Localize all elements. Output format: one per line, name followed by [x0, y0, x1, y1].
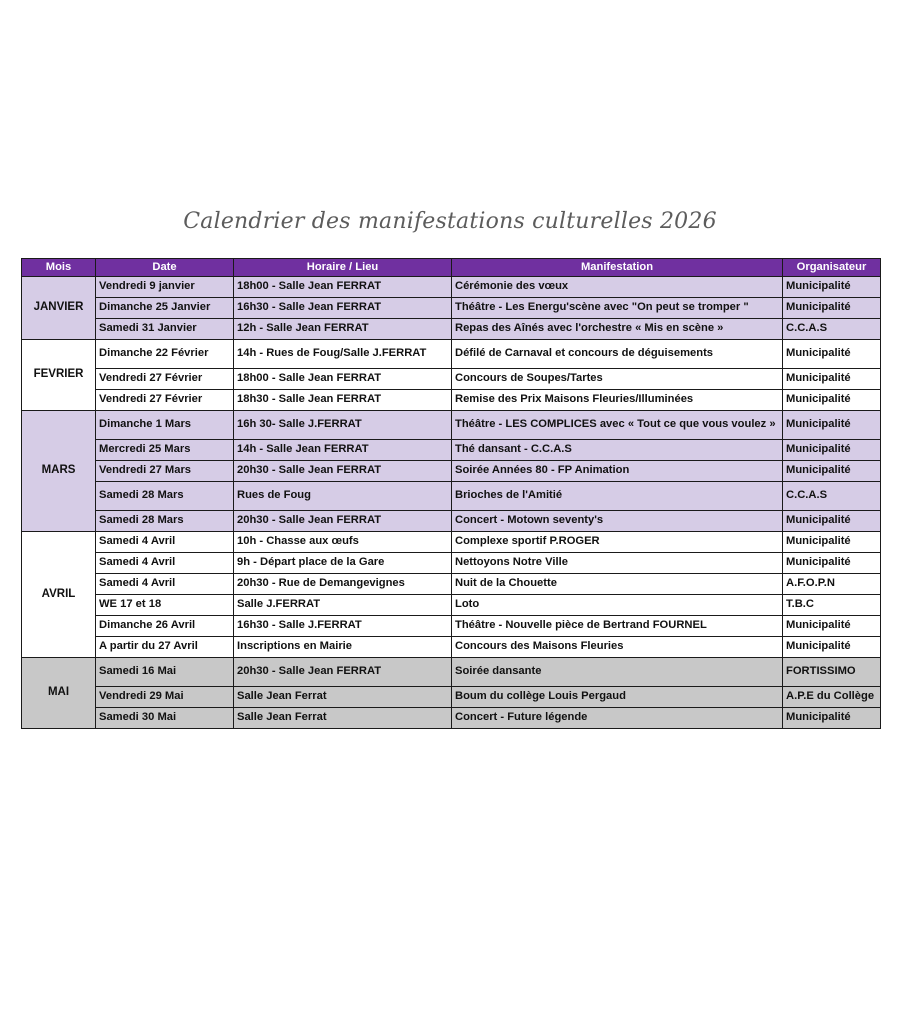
table-row [22, 616, 881, 637]
event-date: Vendredi 27 Février [96, 369, 234, 390]
event-horaire: 20h30 - Rue de Demangevignes [234, 574, 452, 595]
event-organisateur: Municipalité [783, 708, 881, 729]
event-date: Samedi 4 Avril [96, 553, 234, 574]
event-date: Samedi 4 Avril [96, 532, 234, 553]
event-organisateur: Municipalité [783, 511, 881, 532]
header-manifestation: Manifestation [452, 259, 783, 277]
event-manifestation: Théâtre - Nouvelle pièce de Bertrand FOURNEL [452, 616, 783, 637]
event-date: Vendredi 27 Mars [96, 461, 234, 482]
table-row [22, 411, 881, 440]
event-organisateur: C.C.A.S [783, 482, 881, 511]
event-horaire: 18h00 - Salle Jean FERRAT [234, 369, 452, 390]
header-organisateur: Organisateur [783, 259, 881, 277]
event-horaire: Salle Jean Ferrat [234, 708, 452, 729]
event-date: WE 17 et 18 [96, 595, 234, 616]
event-date: Dimanche 1 Mars [96, 411, 234, 440]
table-row [22, 440, 881, 461]
event-horaire: 20h30 - Salle Jean FERRAT [234, 511, 452, 532]
table-row [22, 637, 881, 658]
event-manifestation: Nettoyons Notre Ville [452, 553, 783, 574]
event-manifestation: Repas des Aînés avec l'orchestre « Mis en scène » [452, 319, 783, 340]
event-date: Dimanche 25 Janvier [96, 298, 234, 319]
event-date: Vendredi 29 Mai [96, 687, 234, 708]
table-row [22, 595, 881, 616]
table-row [22, 553, 881, 574]
table-row [22, 298, 881, 319]
month-cell-avril: AVRIL [22, 532, 96, 658]
event-date: A partir du 27 Avril [96, 637, 234, 658]
table-row [22, 319, 881, 340]
month-cell-mai: MAI [22, 658, 96, 729]
event-manifestation: Théâtre - LES COMPLICES avec « Tout ce que vous voulez » [452, 411, 783, 440]
event-manifestation: Nuit de la Chouette [452, 574, 783, 595]
event-manifestation: Cérémonie des vœux [452, 277, 783, 298]
event-horaire: 14h - Rues de Foug/Salle J.FERRAT [234, 340, 452, 369]
event-horaire: Rues de Foug [234, 482, 452, 511]
header-mois: Mois [22, 259, 96, 277]
event-organisateur: Municipalité [783, 461, 881, 482]
event-horaire: 20h30 - Salle Jean FERRAT [234, 461, 452, 482]
event-date: Mercredi 25 Mars [96, 440, 234, 461]
table-row [22, 532, 881, 553]
table-row [22, 277, 881, 298]
table-row [22, 461, 881, 482]
event-manifestation: Défilé de Carnaval et concours de déguisements [452, 340, 783, 369]
event-horaire: 16h30 - Salle Jean FERRAT [234, 298, 452, 319]
events-calendar-table [21, 258, 881, 729]
event-organisateur: Municipalité [783, 440, 881, 461]
table-row [22, 482, 881, 511]
event-organisateur: A.F.O.P.N [783, 574, 881, 595]
event-horaire: 10h - Chasse aux œufs [234, 532, 452, 553]
event-horaire: 20h30 - Salle Jean FERRAT [234, 658, 452, 687]
event-manifestation: Concours des Maisons Fleuries [452, 637, 783, 658]
event-horaire: 16h30 - Salle J.FERRAT [234, 616, 452, 637]
event-date: Dimanche 26 Avril [96, 616, 234, 637]
event-organisateur: Municipalité [783, 369, 881, 390]
event-date: Samedi 16 Mai [96, 658, 234, 687]
event-date: Vendredi 27 Février [96, 390, 234, 411]
header-date: Date [96, 259, 234, 277]
event-organisateur: Municipalité [783, 411, 881, 440]
event-organisateur: FORTISSIMO [783, 658, 881, 687]
event-manifestation: Complexe sportif P.ROGER [452, 532, 783, 553]
event-horaire: Salle J.FERRAT [234, 595, 452, 616]
event-organisateur: Municipalité [783, 553, 881, 574]
event-date: Samedi 31 Janvier [96, 319, 234, 340]
event-organisateur: Municipalité [783, 277, 881, 298]
table-row [22, 511, 881, 532]
event-date: Samedi 30 Mai [96, 708, 234, 729]
month-cell-janvier: JANVIER [22, 277, 96, 340]
event-horaire: 18h30 - Salle Jean FERRAT [234, 390, 452, 411]
event-organisateur: Municipalité [783, 298, 881, 319]
table-row [22, 687, 881, 708]
event-horaire: 14h - Salle Jean FERRAT [234, 440, 452, 461]
table-row [22, 708, 881, 729]
event-horaire: Salle Jean Ferrat [234, 687, 452, 708]
event-date: Samedi 28 Mars [96, 511, 234, 532]
event-manifestation: Théâtre - Les Energu'scène avec "On peut se tromper " [452, 298, 783, 319]
table-header-row [22, 259, 881, 277]
event-organisateur: Municipalité [783, 390, 881, 411]
event-manifestation: Boum du collège Louis Pergaud [452, 687, 783, 708]
event-organisateur: C.C.A.S [783, 319, 881, 340]
event-manifestation: Concours de Soupes/Tartes [452, 369, 783, 390]
event-organisateur: Municipalité [783, 637, 881, 658]
event-manifestation: Concert - Future légende [452, 708, 783, 729]
event-horaire: Inscriptions en Mairie [234, 637, 452, 658]
event-organisateur: Municipalité [783, 532, 881, 553]
table-row [22, 369, 881, 390]
event-organisateur: T.B.C [783, 595, 881, 616]
event-date: Samedi 4 Avril [96, 574, 234, 595]
event-manifestation: Remise des Prix Maisons Fleuries/Illuminées [452, 390, 783, 411]
event-date: Samedi 28 Mars [96, 482, 234, 511]
event-manifestation: Concert - Motown seventy's [452, 511, 783, 532]
event-horaire: 16h 30- Salle J.FERRAT [234, 411, 452, 440]
event-organisateur: Municipalité [783, 616, 881, 637]
header-horaire-lieu: Horaire / Lieu [234, 259, 452, 277]
table-row [22, 574, 881, 595]
event-organisateur: Municipalité [783, 340, 881, 369]
event-manifestation: Thé dansant - C.C.A.S [452, 440, 783, 461]
event-manifestation: Loto [452, 595, 783, 616]
event-date: Vendredi 9 janvier [96, 277, 234, 298]
event-horaire: 18h00 - Salle Jean FERRAT [234, 277, 452, 298]
document-title: Calendrier des manifestations culturelles 2026 [183, 209, 717, 234]
table-row [22, 340, 881, 369]
event-manifestation: Soirée Années 80 - FP Animation [452, 461, 783, 482]
event-manifestation: Soirée dansante [452, 658, 783, 687]
table-row [22, 390, 881, 411]
event-horaire: 12h - Salle Jean FERRAT [234, 319, 452, 340]
event-manifestation: Brioches de l'Amitié [452, 482, 783, 511]
table-row [22, 658, 881, 687]
event-organisateur: A.P.E du Collège [783, 687, 881, 708]
event-date: Dimanche 22 Février [96, 340, 234, 369]
event-horaire: 9h - Départ place de la Gare [234, 553, 452, 574]
month-cell-mars: MARS [22, 411, 96, 532]
month-cell-fevrier: FEVRIER [22, 340, 96, 411]
